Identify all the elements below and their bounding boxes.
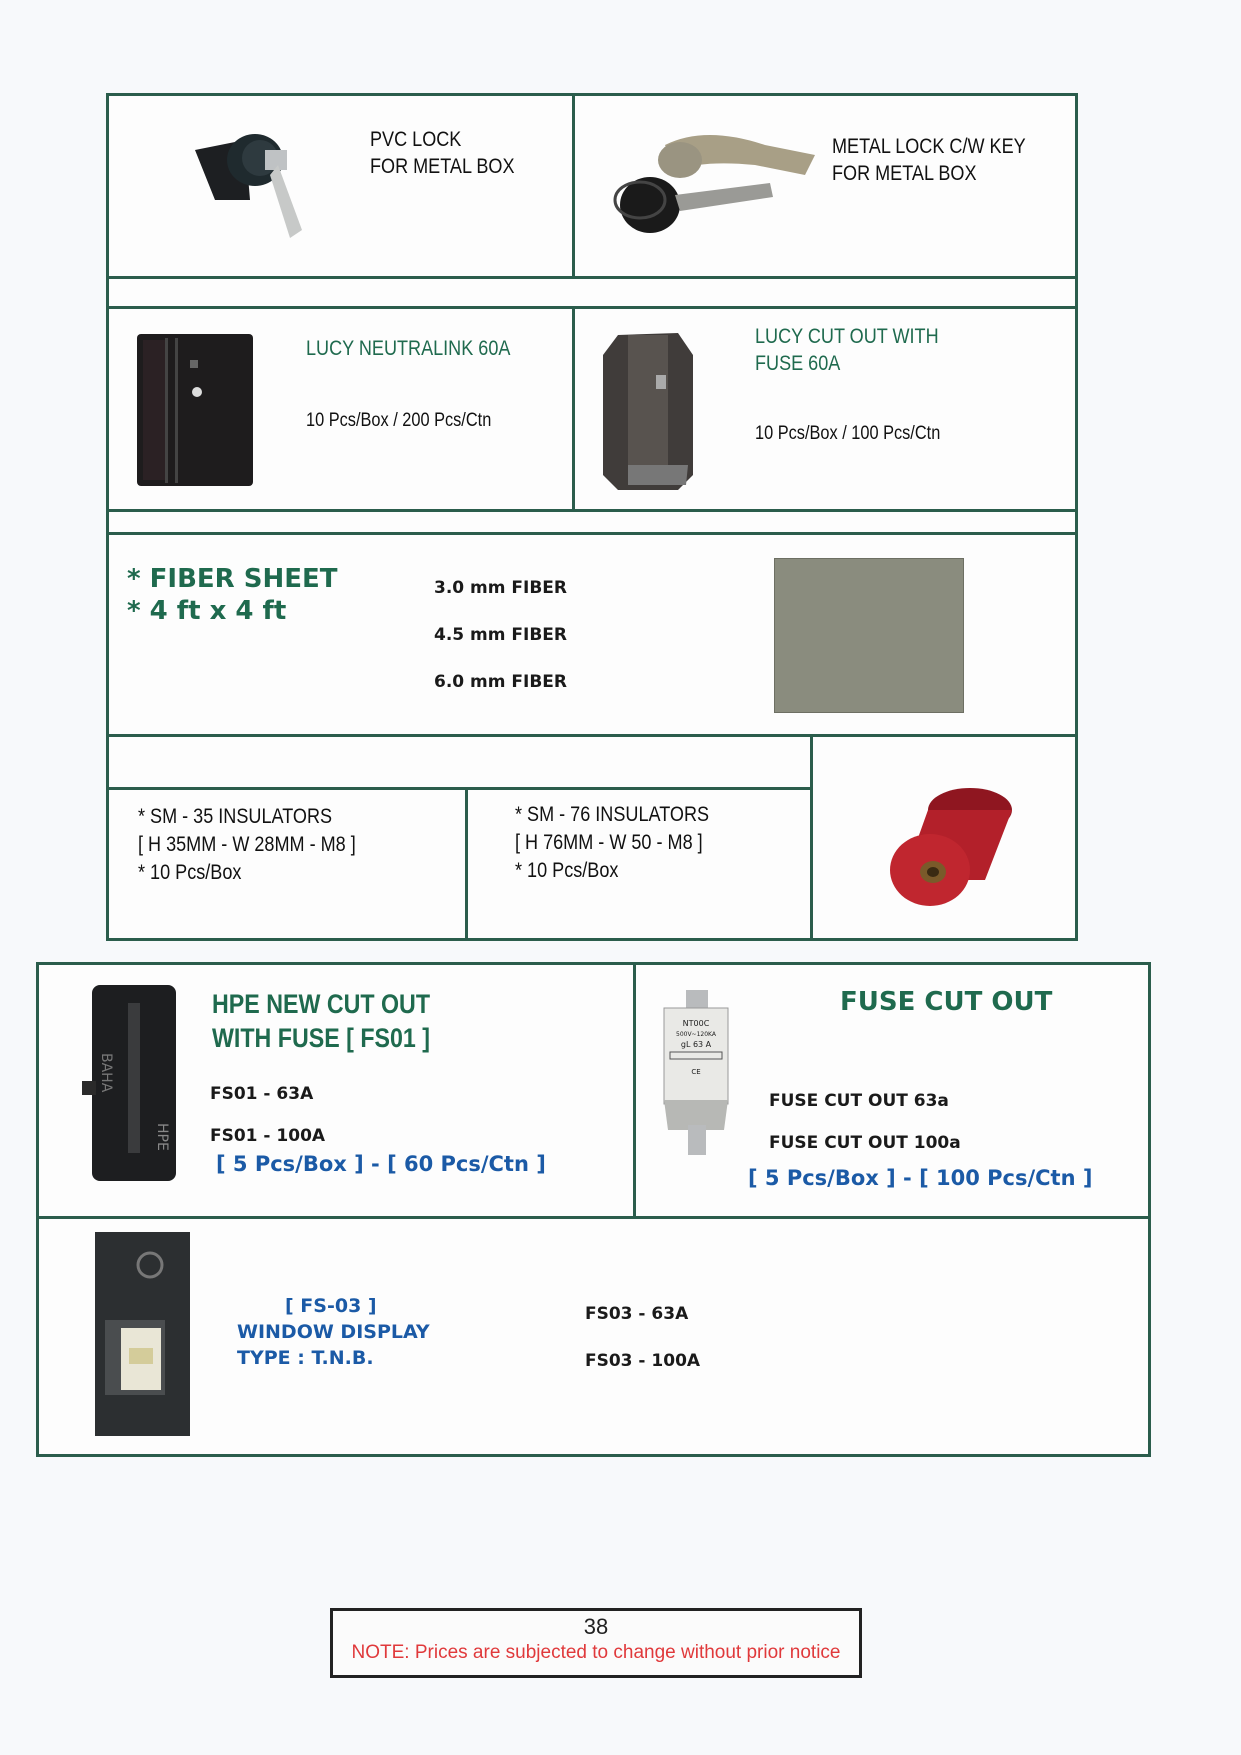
lucy-cutout-title-1: LUCY CUT OUT WITH	[755, 325, 939, 348]
fiber-option-4-5mm: 4.5 mm FIBER	[434, 625, 567, 645]
sm76-line-3: * 10 Pcs/Box	[515, 859, 619, 882]
separator-strip-1	[106, 276, 1078, 309]
pvc-lock-line-1: PVC LOCK	[370, 128, 462, 151]
lucy-cutout-title	[755, 323, 939, 377]
fs03-title-2: WINDOW DISPLAY	[237, 1321, 430, 1343]
neutralink-image	[135, 330, 255, 490]
fiber-sheet-swatch	[774, 558, 964, 713]
hpe-title-2: WITH FUSE [ FS01 ]	[212, 1023, 431, 1053]
fs03-item-100a: FS03 - 100A	[585, 1351, 701, 1371]
hpe-item-63a: FS01 - 63A	[210, 1084, 314, 1104]
metal-lock-line-1: METAL LOCK C/W KEY	[832, 135, 1026, 158]
hpe-device-label-bottom: HPE	[154, 1123, 170, 1151]
hpe-items	[210, 1073, 325, 1157]
fiber-sheet-title	[127, 563, 337, 627]
neutralink-packing: 10 Pcs/Box / 200 Pcs/Ctn	[306, 410, 492, 431]
sm35-line-3: * 10 Pcs/Box	[138, 861, 242, 884]
insulators-header-strip	[106, 734, 813, 790]
pvc-lock-image	[190, 120, 340, 250]
price-note: NOTE: Prices are subjected to change without prior notice	[351, 1642, 841, 1663]
fiber-option-3mm: 3.0 mm FIBER	[434, 578, 567, 598]
hpe-packing: [ 5 Pcs/Box ] - [ 60 Pcs/Ctn ]	[216, 1152, 546, 1176]
fs03-items	[585, 1291, 700, 1385]
fs03-title-1: [ FS-03 ]	[285, 1295, 377, 1317]
fuse-item-63a: FUSE CUT OUT 63a	[769, 1091, 949, 1111]
sm76-line-1: * SM - 76 INSULATORS	[515, 803, 710, 826]
fs03-title	[237, 1293, 430, 1371]
metal-lock-line-2: FOR METAL BOX	[832, 162, 977, 185]
lucy-cutout-image	[598, 325, 698, 495]
hpe-title-1: HPE NEW CUT OUT	[212, 989, 431, 1019]
fuse-cut-out-title: FUSE CUT OUT	[840, 987, 1053, 1017]
fuse-label-amp: gL 63 A	[680, 1040, 712, 1049]
fuse-label-ce: CE	[691, 1068, 701, 1076]
hpe-title	[212, 987, 430, 1055]
sm35-text	[138, 803, 356, 887]
fuse-label-model: NT00C	[682, 1019, 710, 1028]
hpe-device-label-top: BAHA	[98, 1053, 114, 1093]
sm76-line-2: [ H 76MM - W 50 - M8 ]	[515, 831, 703, 854]
hpe-cutout-image	[80, 983, 180, 1183]
fuse-cut-out-packing: [ 5 Pcs/Box ] - [ 100 Pcs/Ctn ]	[748, 1166, 1093, 1190]
insulator-image	[875, 780, 1025, 910]
pvc-lock-cell	[106, 93, 575, 279]
sm35-line-1: * SM - 35 INSULATORS	[138, 805, 333, 828]
sm35-line-2: [ H 35MM - W 28MM - M8 ]	[138, 833, 356, 856]
page-number: 38	[583, 1614, 609, 1639]
fuse-cutout-image	[658, 990, 738, 1165]
hpe-item-100a: FS01 - 100A	[210, 1126, 326, 1146]
neutralink-title: LUCY NEUTRALINK 60A	[306, 337, 511, 360]
fuse-cut-out-items	[769, 1080, 961, 1164]
fs03-title-3: TYPE : T.N.B.	[237, 1347, 374, 1369]
fiber-sheet-title-2: * 4 ft x 4 ft	[127, 596, 287, 626]
pvc-lock-line-2: FOR METAL BOX	[370, 155, 515, 178]
fiber-options	[434, 565, 567, 706]
footer-note-box	[330, 1608, 862, 1678]
fs03-image	[85, 1230, 195, 1438]
fuse-label-rating: 500V~120KA	[676, 1031, 716, 1038]
sm76-text	[515, 801, 709, 885]
metal-lock-text	[832, 133, 1026, 187]
pvc-lock-text	[370, 126, 515, 180]
metal-lock-image	[605, 125, 815, 245]
fuse-item-100a: FUSE CUT OUT 100a	[769, 1133, 961, 1153]
lucy-cutout-title-2: FUSE 60A	[755, 352, 841, 375]
fiber-option-6mm: 6.0 mm FIBER	[434, 672, 567, 692]
fiber-sheet-title-1: * FIBER SHEET	[127, 564, 338, 594]
lucy-cutout-packing: 10 Pcs/Box / 100 Pcs/Ctn	[755, 423, 941, 444]
fs03-item-63a: FS03 - 63A	[585, 1304, 689, 1324]
